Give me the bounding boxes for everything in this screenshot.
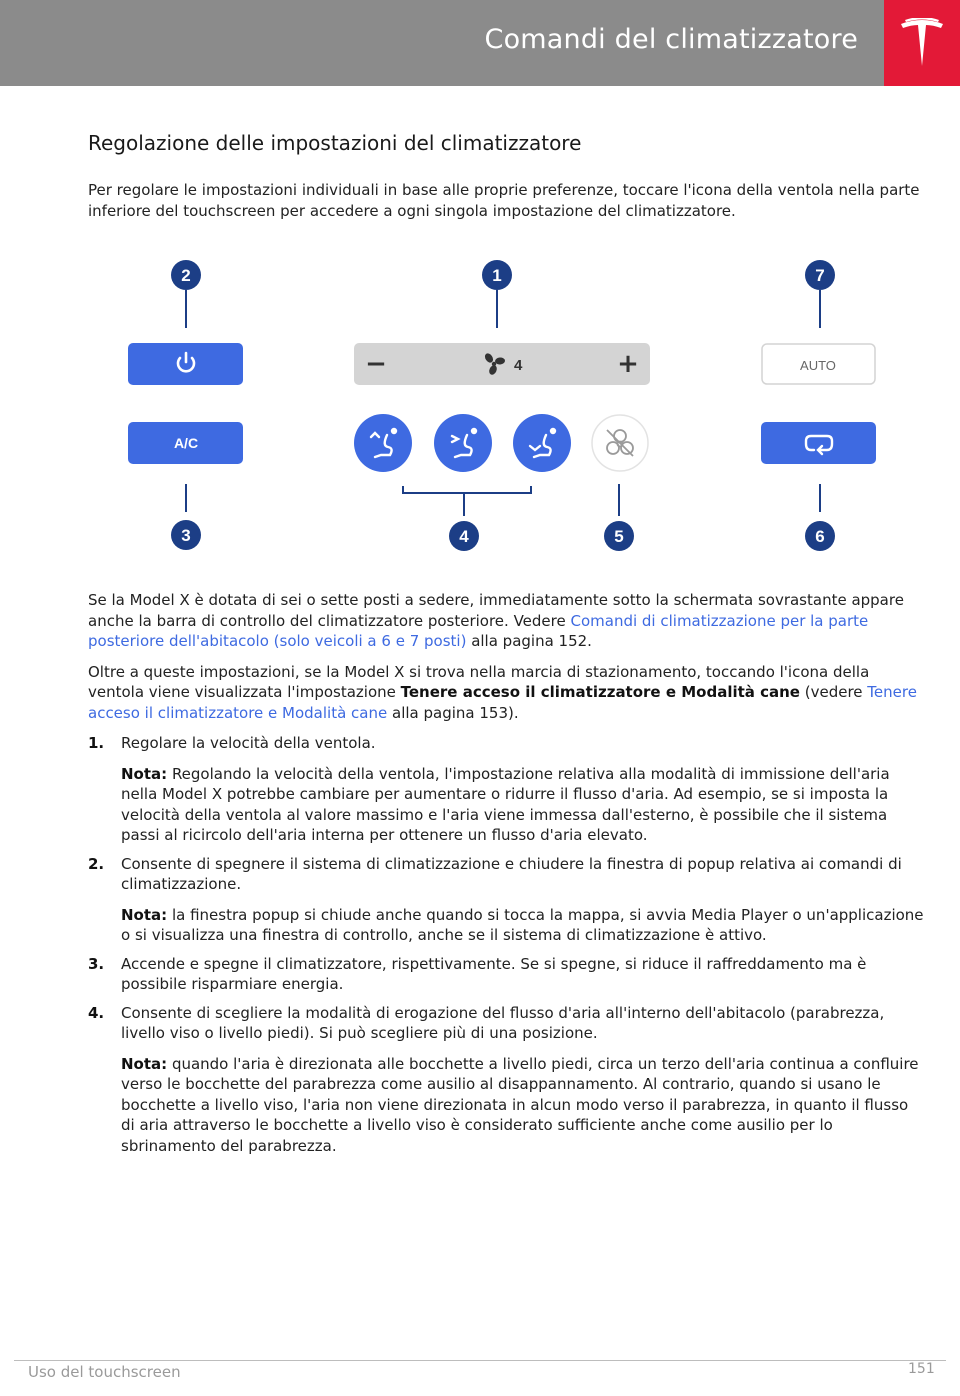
callout-5 bbox=[604, 521, 634, 551]
auto-button[interactable] bbox=[762, 344, 875, 384]
recirculate-button[interactable] bbox=[761, 422, 876, 464]
bioweapon-defense-button[interactable] bbox=[592, 415, 648, 471]
callout-6 bbox=[805, 521, 835, 551]
list-item: 3. Accende e spegne il climatizzatore, rispettivamente. Se si spegne, si riduce il raffreddamento ma è possibile risparmiare energia. bbox=[88, 954, 867, 993]
ac-button[interactable] bbox=[128, 422, 243, 464]
callout-4 bbox=[449, 521, 479, 551]
power-button[interactable] bbox=[128, 343, 243, 385]
svg-text:3: 3 bbox=[181, 526, 191, 545]
fan-decrease-button[interactable] bbox=[365, 349, 387, 379]
page-header-title: Comandi del climatizzatore bbox=[484, 24, 858, 55]
note: Nota: quando l'aria è direzionata alle bocchette a livello piedi, circa un terzo dell'aria continua a confluire verso le bocchette del parabrezza come ausilio al disappannamento. Al contrario, quando si usano le bocchette a livello viso, l'aria non viene direzionata in alcun modo verso il parabrezza, in quanto il flusso di aria attraverso le bocchette a livello viso è considerato sufficiente anche come ausilio per lo sbrinamento del parabrezza. bbox=[121, 1054, 919, 1155]
airflow-windshield-button[interactable] bbox=[354, 414, 412, 472]
airflow-feet-button[interactable] bbox=[513, 414, 571, 472]
footer-section-name: Uso del touchscreen bbox=[28, 1363, 181, 1381]
link-rear-climate-controls[interactable]: Comandi di climatizzazione per la parte posteriore dell'abitacolo (solo veicoli a 6 e 7 posti) bbox=[88, 611, 869, 650]
fan-increase-button[interactable] bbox=[617, 349, 639, 379]
intro-paragraph: Per regolare le impostazioni individuali in base alle proprie preferenze, toccare l'icona della ventola nella parte inferiore del touchscreen per accedere a ogni singola impostazione del climatizzatore. bbox=[88, 181, 920, 220]
svg-text:5: 5 bbox=[614, 527, 624, 546]
list-item: 2. Consente di spegnere il sistema di climatizzazione e chiudere la finestra di popup relativa ai comandi di climatizzazione. Nota: la finestra popup si chiude anche quando si tocca la mappa, si avvia Media Player o un'applicazione o si visualizza una finestra di controllo, anche se il sistema di climatizzazione è attivo. bbox=[88, 854, 924, 944]
note: Nota: la finestra popup si chiude anche quando si tocca la mappa, si avvia Media Player o un'applicazione o si visualizza una finestra di controllo, anche se il sistema di climatizzazione è attivo. bbox=[121, 905, 924, 944]
callout-3 bbox=[171, 520, 201, 550]
tesla-logo-icon bbox=[899, 18, 945, 68]
callout-2 bbox=[171, 260, 201, 290]
svg-text:A/C: A/C bbox=[173, 435, 199, 451]
svg-text:+: + bbox=[617, 349, 639, 379]
section-title: Regolazione delle impostazioni del climatizzatore bbox=[88, 131, 582, 155]
callout-1 bbox=[482, 260, 512, 290]
list-item: 1. Regolare la velocità della ventola. Nota: Regolando la velocità della ventola, l'impostazione relativa alla modalità di immissione dell'aria nella Model X potrebbe cambiare per aumentare o ridurre il flusso d'aria. Ad esempio, se si imposta la velocità della ventola al valore massimo e l'aria viene immessa dall'esterno, è possibile che il sistema passi al ricircolo dell'aria interna per ottenere un flusso d'aria elevato. bbox=[88, 733, 924, 846]
note: Nota: Regolando la velocità della ventola, l'impostazione relativa alla modalità di immissione dell'aria nella Model X potrebbe cambiare per aumentare o ridurre il flusso d'aria. Ad esempio, se si imposta la velocità della ventola al valore massimo e l'aria viene immessa dall'esterno, è possibile che il sistema passi al ricircolo dell'aria interna per ottenere un flusso d'aria elevato. bbox=[121, 764, 890, 844]
body-content bbox=[88, 590, 924, 1164]
climate-controls-figure bbox=[100, 250, 900, 560]
svg-text:2: 2 bbox=[181, 266, 191, 285]
svg-text:1: 1 bbox=[492, 266, 502, 285]
callout-7 bbox=[805, 260, 835, 290]
svg-text:6: 6 bbox=[815, 527, 825, 546]
list-item: 4. Consente di scegliere la modalità di erogazione del flusso d'aria all'interno dell'abitacolo (parabrezza, livello viso o livello piedi). Si può scegliere più di una posizione. Nota: quando l'aria è direzionata alle bocchette a livello piedi, circa un terzo dell'aria continua a confluire verso le bocchette del parabrezza come ausilio al disappannamento. Al contrario, quando si usano le bocchette a livello viso, l'aria non viene direzionata in alcun modo verso il parabrezza, in quanto il flusso di aria attraverso le bocchette a livello viso è considerato sufficiente anche come ausilio per lo sbrinamento del parabrezza. bbox=[88, 1003, 924, 1157]
svg-text:4: 4 bbox=[459, 527, 469, 546]
svg-text:−: − bbox=[365, 349, 387, 379]
svg-text:AUTO: AUTO bbox=[800, 358, 836, 373]
paragraph-rear-controls: Se la Model X è dotata di sei o sette posti a sedere, immediatamente sotto la schermata sovrastante appare anche la barra di controllo del climatizzatore posteriore. Vedere Comandi di climatizzazione per la parte posteriore dell'abitacolo (solo veicoli a 6 e 7 posti) alla pagina 152. bbox=[88, 591, 904, 650]
page-number: 151 bbox=[908, 1361, 935, 1377]
fan-speed-value: 4 bbox=[514, 357, 523, 374]
paragraph-keep-climate-on: Oltre a queste impostazioni, se la Model X si trova nella marcia di stazionamento, toccando l'icona della ventola viene visualizzata l'impostazione Tenere acceso il climatizzatore e Modalità cane (vedere Tenere acceso il climatizzatore e Modalità cane alla pagina 153). bbox=[88, 662, 917, 722]
footer-divider bbox=[14, 1360, 946, 1361]
bracket-4 bbox=[403, 486, 531, 493]
airflow-face-button[interactable] bbox=[434, 414, 492, 472]
svg-text:7: 7 bbox=[815, 266, 825, 285]
brand-logo bbox=[884, 0, 960, 86]
link-keep-climate-on[interactable]: Tenere acceso il climatizzatore e Modalità cane bbox=[88, 683, 917, 722]
